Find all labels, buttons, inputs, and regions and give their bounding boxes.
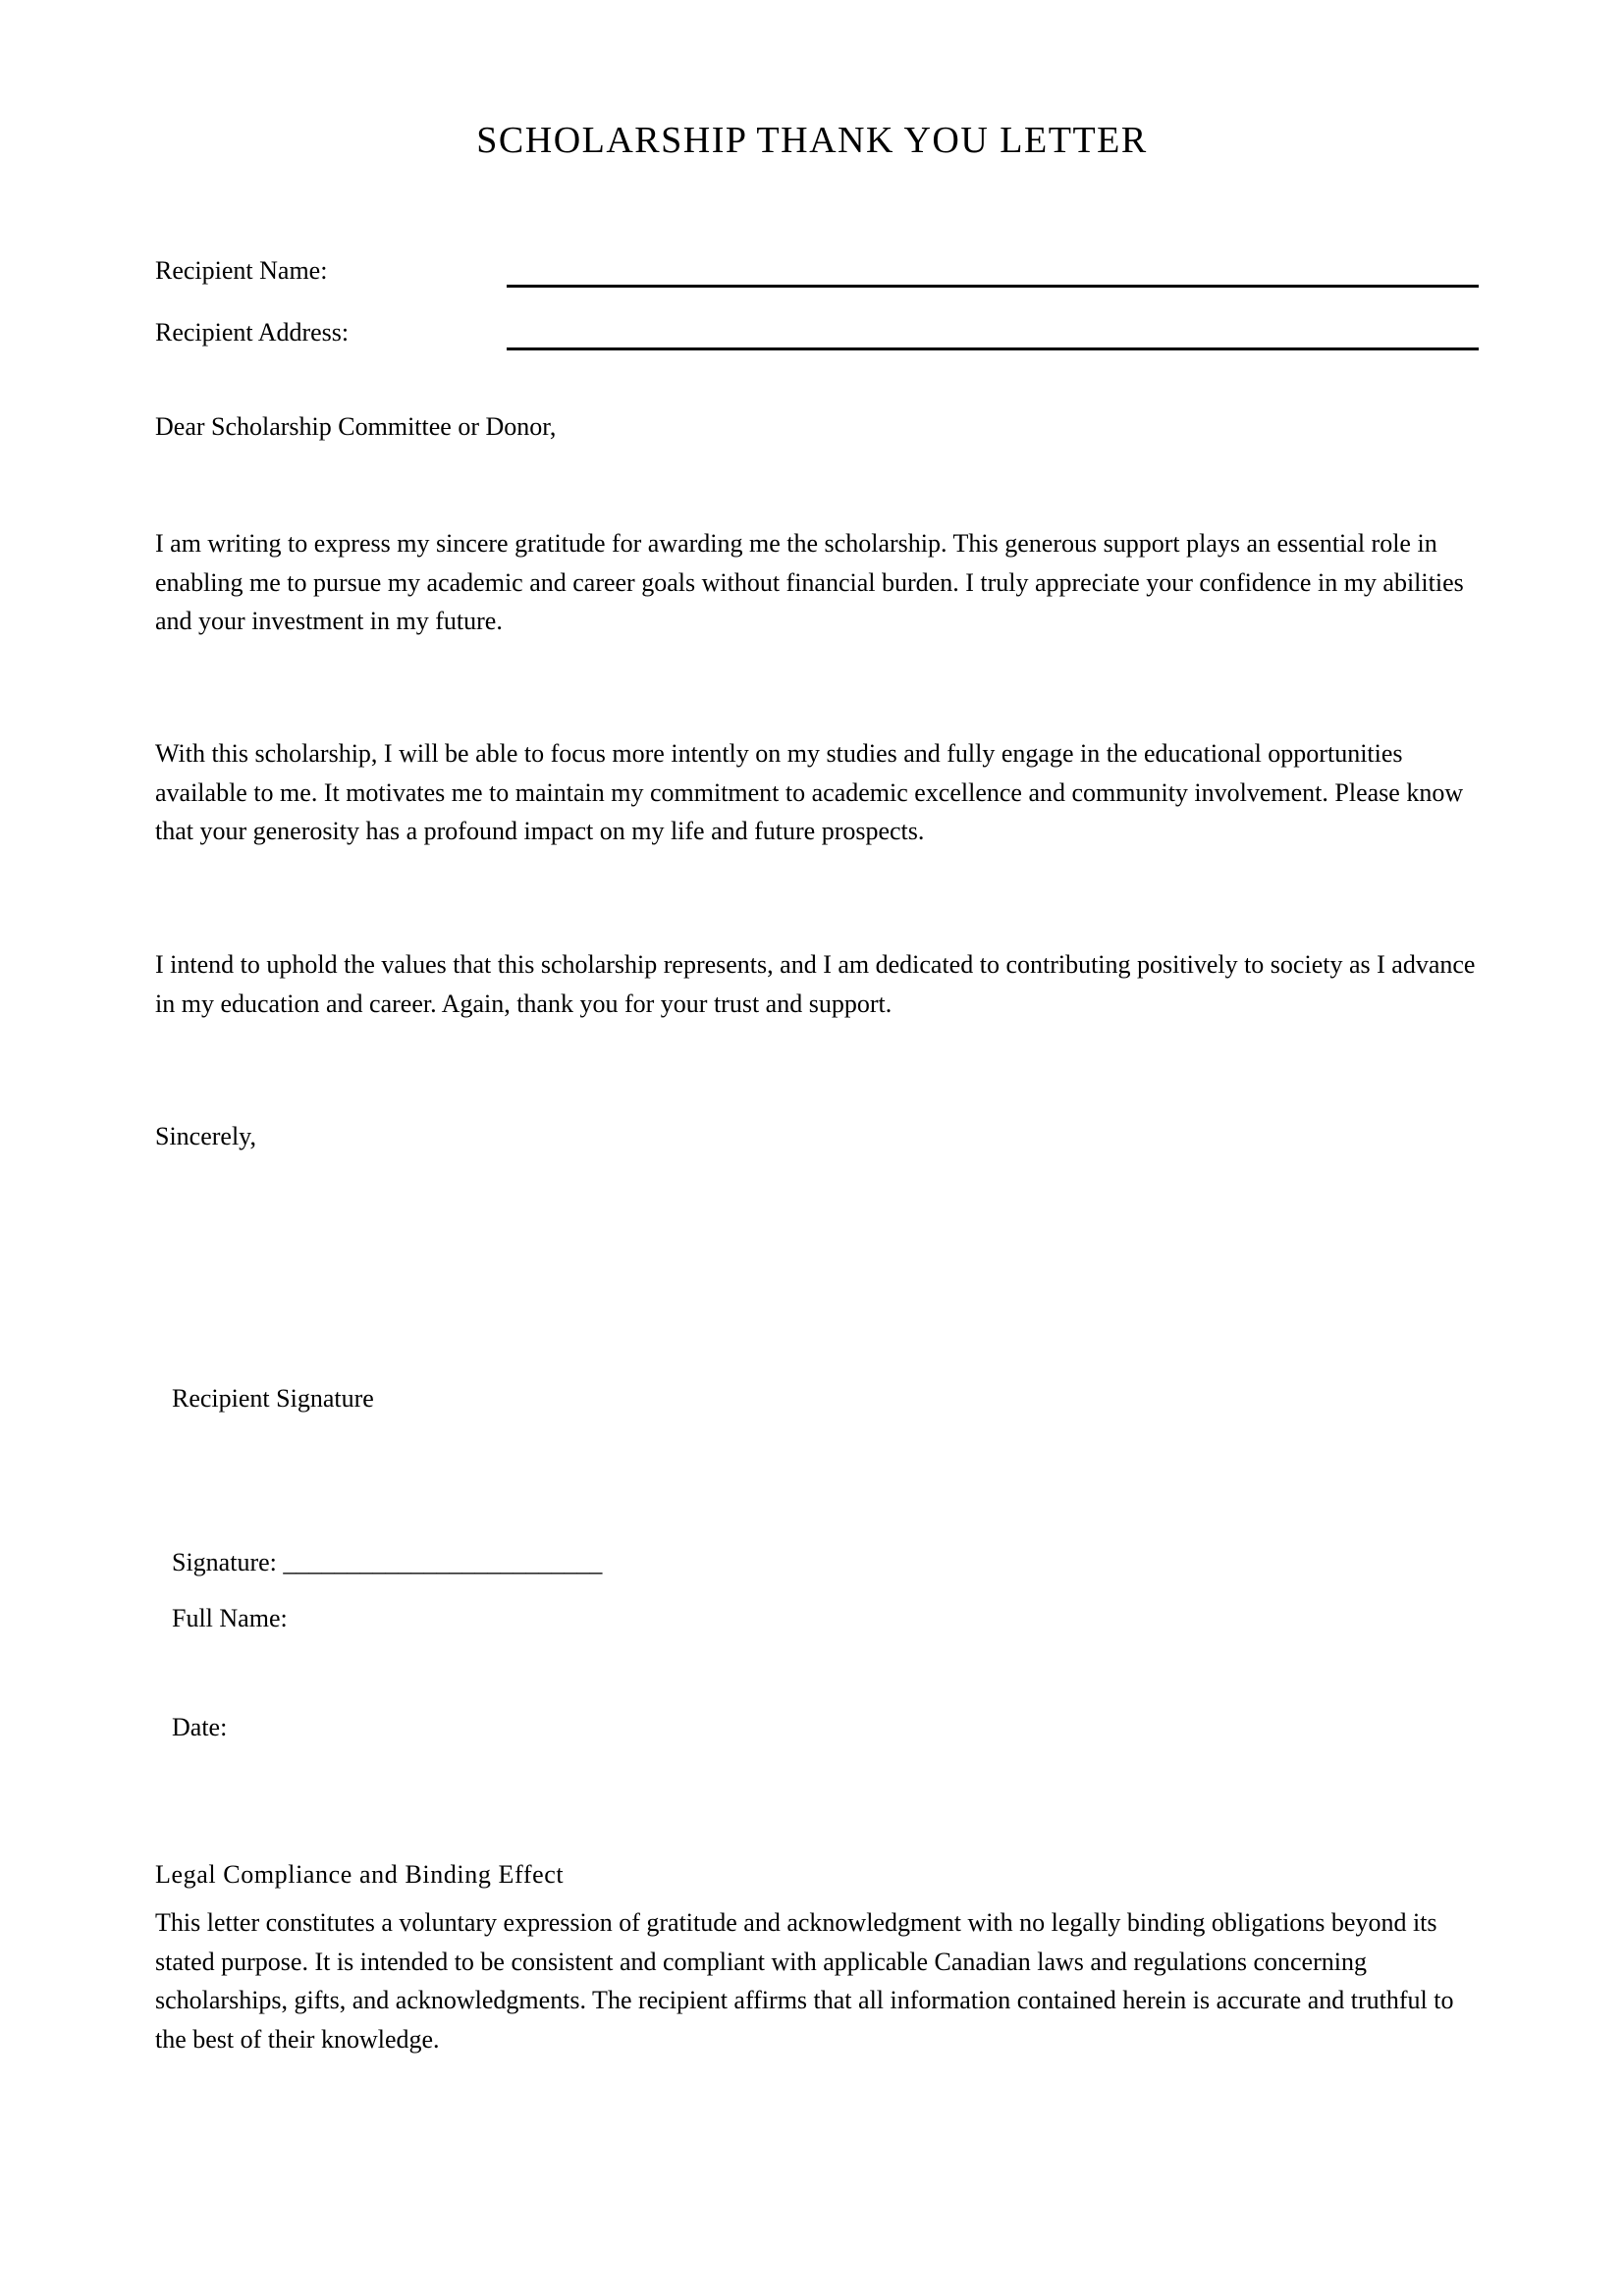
- body-paragraph-2: With this scholarship, I will be able to focus more intently on my studies and fully engage in the educational opportunities available to me. It motivates me to maintain my commitment to academic excellence and community involvement. Please know that your generosity has a profound impact on my life and future prospects.: [155, 739, 1464, 845]
- recipient-name-underline: [507, 285, 1479, 288]
- body-paragraph-1: I am writing to express my sincere gratitude for awarding me the scholarship. This generous support plays an essential role in enabling me to pursue my academic and career goals without financial burden. I truly appreciate your confidence in my abilities and your investment in my future.: [155, 529, 1464, 635]
- recipient-address-underline: [507, 347, 1479, 350]
- date-field[interactable]: Date:: [172, 1713, 228, 1741]
- salutation: Dear Scholarship Committee or Donor,: [155, 412, 557, 441]
- full-name-field[interactable]: Full Name:: [172, 1604, 288, 1632]
- signature-heading: Recipient Signature: [172, 1384, 374, 1413]
- recipient-address-label: Recipient Address:: [155, 318, 350, 347]
- recipient-name-label: Recipient Name:: [155, 256, 328, 285]
- closing: Sincerely,: [155, 1122, 256, 1150]
- signature-field[interactable]: Signature: _________________________: [172, 1548, 603, 1576]
- legal-text: This letter constitutes a voluntary expression of gratitude and acknowledgment with no legally binding obligations beyond its stated purpose. It is intended to be consistent and compliant with applicable Canadian laws and regulations concerning scholarships, gifts, and acknowledgments. The recipient affirms that all information contained herein is accurate and truthful to the best of their knowledge.: [155, 1908, 1454, 2054]
- legal-heading: Legal Compliance and Binding Effect: [155, 1860, 565, 1889]
- document-title: SCHOLARSHIP THANK YOU LETTER: [476, 120, 1148, 161]
- body-paragraph-3: I intend to uphold the values that this scholarship represents, and I am dedicated to contributing positively to society as I advance in my education and career. Again, thank you for your trust and support.: [155, 950, 1476, 1018]
